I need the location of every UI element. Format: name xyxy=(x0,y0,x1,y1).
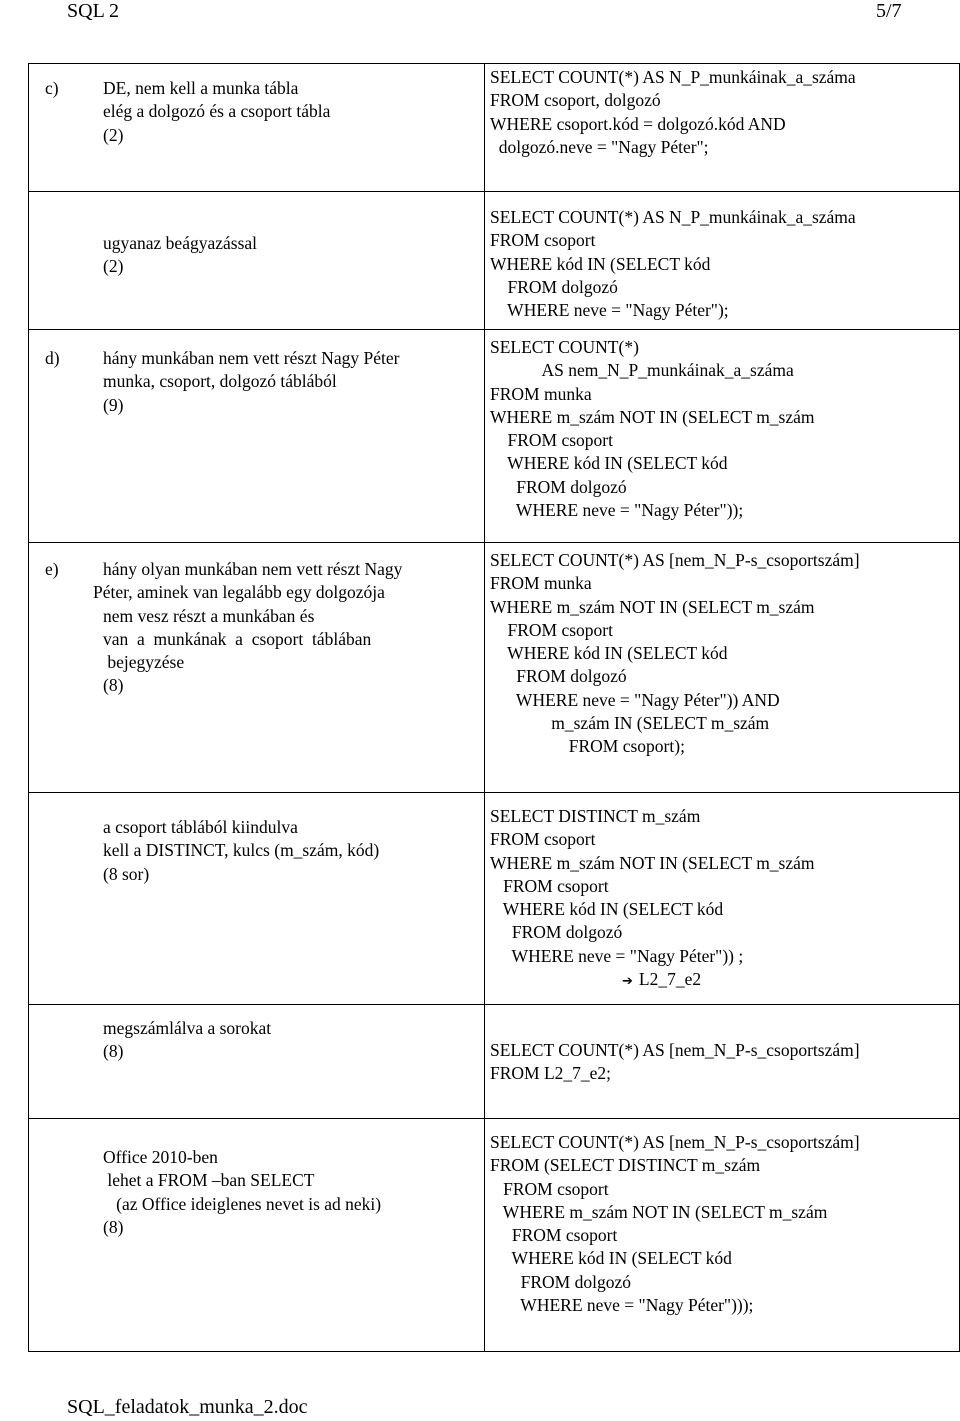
task-text-line: (8 sor) xyxy=(103,863,150,884)
task-text-line: (9) xyxy=(103,394,124,415)
sql-line: WHERE kód IN (SELECT kód xyxy=(490,643,728,664)
sql-line: WHERE m_szám NOT IN (SELECT m_szám xyxy=(490,1201,828,1222)
task-text-line: bejegyzése xyxy=(103,652,185,673)
sql-code-cell xyxy=(485,64,960,192)
sql-line: AS nem_N_P_munkáinak_a_száma xyxy=(490,360,794,381)
sql-line: WHERE csoport.kód = dolgozó.kód AND xyxy=(490,113,786,134)
task-text-line: hány munkában nem vett részt Nagy Péter xyxy=(103,348,400,368)
sql-line: WHERE neve = "Nagy Péter"))); xyxy=(490,1295,754,1316)
sql-line: FROM dolgozó xyxy=(490,476,627,497)
arrow-right-icon: ➔ xyxy=(622,974,633,990)
task-text-line: (az Office ideiglenes nevet is ad neki) xyxy=(103,1193,382,1214)
saved-query-reference xyxy=(490,968,959,993)
task-text-line: a csoport táblából kiindulva xyxy=(103,817,298,837)
exercise-table xyxy=(28,63,960,1352)
sql-line: FROM dolgozó xyxy=(490,1271,631,1292)
sql-line: WHERE neve = "Nagy Péter"); xyxy=(490,300,729,321)
sql-line: dolgozó.neve = "Nagy Péter"; xyxy=(490,136,709,157)
sql-line: WHERE neve = "Nagy Péter")) ; xyxy=(490,945,744,966)
sql-line: FROM (SELECT DISTINCT m_szám xyxy=(490,1155,761,1176)
sql-line: WHERE kód IN (SELECT kód xyxy=(490,1248,732,1269)
table-row xyxy=(29,1005,960,1119)
task-text-line: kell a DISTINCT, kulcs (m_szám, kód) xyxy=(103,840,380,861)
task-text-line: Péter, aminek van legalább egy dolgozója xyxy=(93,582,385,603)
sql-line: SELECT COUNT(*) AS N_P_munkáinak_a_száma xyxy=(490,67,856,87)
task-label: e) xyxy=(45,559,59,579)
sql-line: SELECT COUNT(*) AS [nem_N_P-s_csoportszám] xyxy=(490,1132,860,1152)
task-text-line: (8) xyxy=(103,1216,124,1237)
task-description-cell xyxy=(29,192,485,330)
sql-code-cell xyxy=(485,192,960,330)
sql-line: FROM csoport xyxy=(490,875,609,896)
sql-line: FROM csoport); xyxy=(490,736,685,757)
task-text-line: (2) xyxy=(103,256,124,277)
sql-code-cell xyxy=(485,793,960,1005)
task-text-line: (8) xyxy=(103,675,124,696)
sql-line: FROM csoport xyxy=(490,829,596,850)
sql-line: WHERE m_szám NOT IN (SELECT m_szám xyxy=(490,406,815,427)
table-row xyxy=(29,192,960,330)
task-text-line: lehet a FROM –ban SELECT xyxy=(103,1170,315,1191)
sql-line: SELECT COUNT(*) AS [nem_N_P-s_csoportszám] xyxy=(490,550,860,570)
task-text-line: (8) xyxy=(103,1041,124,1062)
sql-line: WHERE kód IN (SELECT kód xyxy=(490,899,724,920)
table-row xyxy=(29,543,960,793)
sql-line: FROM dolgozó xyxy=(490,922,623,943)
sql-line: FROM csoport, dolgozó xyxy=(490,90,661,111)
sql-line: FROM csoport xyxy=(490,619,613,640)
task-text-line: van a munkának a csoport táblában xyxy=(103,628,372,649)
sql-line: FROM munka xyxy=(490,573,592,594)
table-row xyxy=(29,793,960,1005)
task-text-line: hány olyan munkában nem vett részt Nagy xyxy=(103,559,403,579)
sql-line: FROM csoport xyxy=(490,1178,609,1199)
table-row xyxy=(29,330,960,543)
task-text-line: megszámlálva a sorokat xyxy=(103,1018,272,1038)
sql-code-cell xyxy=(485,1119,960,1352)
task-text-line: munka, csoport, dolgozó táblából xyxy=(103,371,337,392)
sql-line: FROM dolgozó xyxy=(490,276,618,297)
table-row xyxy=(29,64,960,192)
sql-line: FROM munka xyxy=(490,383,592,404)
sql-code-cell xyxy=(485,543,960,793)
sql-line: SELECT DISTINCT m_szám xyxy=(490,806,701,826)
document-filename: SQL_feladatok_munka_2.doc xyxy=(67,1396,308,1418)
task-description-cell xyxy=(29,1005,485,1119)
task-description-cell xyxy=(29,330,485,543)
task-text-line: Office 2010-ben xyxy=(103,1147,218,1167)
sql-line: FROM L2_7_e2; xyxy=(490,1063,612,1084)
task-text-line: nem vesz részt a munkában és xyxy=(103,605,315,626)
sql-line: WHERE neve = "Nagy Péter")) AND xyxy=(490,689,780,710)
task-text-line: (2) xyxy=(103,124,124,145)
table-row xyxy=(29,1119,960,1352)
sql-line: WHERE kód IN (SELECT kód xyxy=(490,253,711,274)
page-header-title: SQL 2 xyxy=(67,0,120,22)
task-text-line: ugyanaz beágyazással xyxy=(103,233,258,253)
task-text-line: elég a dolgozó és a csoport tábla xyxy=(103,101,331,122)
task-description-cell xyxy=(29,64,485,192)
sql-line: WHERE m_szám NOT IN (SELECT m_szám xyxy=(490,852,815,873)
sql-line: FROM dolgozó xyxy=(490,666,627,687)
task-label: d) xyxy=(45,348,60,368)
saved-query-name: L2_7_e2 xyxy=(638,969,702,990)
sql-line: FROM csoport xyxy=(490,430,613,451)
sql-line: m_szám IN (SELECT m_szám xyxy=(490,713,770,734)
sql-line: SELECT COUNT(*) AS N_P_munkáinak_a_száma xyxy=(490,207,856,227)
task-description-cell xyxy=(29,1119,485,1352)
page-number: 5/7 xyxy=(876,0,902,22)
task-label: c) xyxy=(45,78,59,98)
sql-line: WHERE kód IN (SELECT kód xyxy=(490,453,728,474)
sql-code-cell xyxy=(485,330,960,543)
sql-line: FROM csoport xyxy=(490,230,596,251)
task-text-line: DE, nem kell a munka tábla xyxy=(103,78,299,98)
sql-line: SELECT COUNT(*) xyxy=(490,337,639,357)
task-description-cell xyxy=(29,793,485,1005)
sql-line: SELECT COUNT(*) AS [nem_N_P-s_csoportszám] xyxy=(490,1040,860,1060)
sql-line: WHERE neve = "Nagy Péter")); xyxy=(490,500,744,521)
sql-line: WHERE m_szám NOT IN (SELECT m_szám xyxy=(490,596,815,617)
sql-line: FROM csoport xyxy=(490,1225,618,1246)
sql-code-cell xyxy=(485,1005,960,1119)
task-description-cell xyxy=(29,543,485,793)
